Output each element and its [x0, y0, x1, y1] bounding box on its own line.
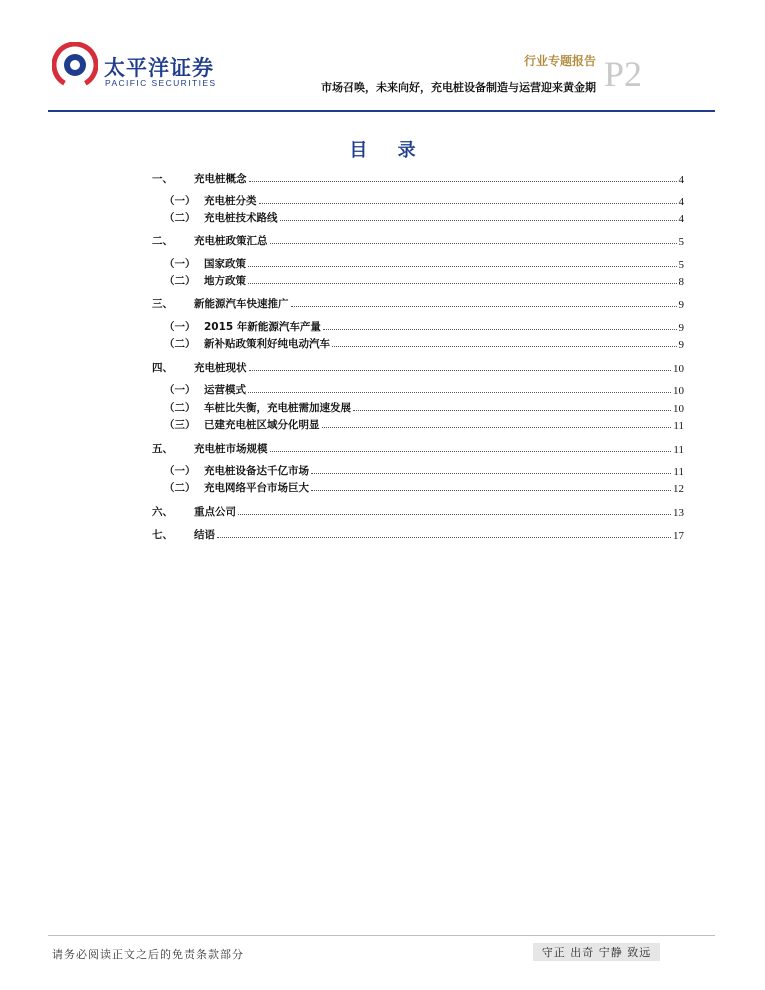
- toc-entry-number: （一）: [164, 321, 196, 333]
- page-label: P2: [604, 54, 643, 94]
- toc-entry[interactable]: [164, 318, 684, 334]
- toc-entry-text: 国家政策: [204, 258, 246, 270]
- toc-entry-number: （一）: [164, 195, 196, 207]
- toc-entry-text: 重点公司: [194, 506, 236, 518]
- toc-dot-leader: [270, 451, 672, 452]
- toc-entry-number: 六、: [152, 506, 173, 518]
- toc-dot-leader: [270, 243, 677, 244]
- toc-entry-text: 充电桩分类: [204, 195, 257, 207]
- toc-entry[interactable]: [152, 526, 684, 542]
- toc-entry-text: 充电桩政策汇总: [194, 235, 268, 247]
- footer-motto: 守正 出奇 宁静 致远: [533, 943, 660, 961]
- toc-entry-number: （二）: [164, 275, 196, 287]
- report-type: 行业专题报告: [523, 54, 596, 68]
- toc-entry[interactable]: [164, 192, 684, 208]
- toc-entry-number: 七、: [152, 529, 173, 541]
- toc-entry[interactable]: [152, 295, 684, 311]
- toc-entry-text: 已建充电桩区域分化明显: [204, 419, 320, 431]
- footer-disclaimer: 请务必阅读正文之后的免责条款部分: [52, 948, 244, 961]
- toc-entry-page: 4: [678, 213, 684, 225]
- toc-entry[interactable]: [152, 170, 684, 186]
- toc-dot-leader: [323, 329, 677, 330]
- toc-entry-number: （一）: [164, 465, 196, 477]
- toc-entry-number: 三、: [152, 298, 173, 310]
- toc-entry-page: 17: [673, 530, 684, 542]
- header-divider: [48, 110, 715, 112]
- report-title: 市场召唤，未来向好，充电桩设备制造与运营迎来黄金期: [321, 81, 596, 94]
- toc-dot-leader: [311, 490, 671, 491]
- footer-divider: [48, 935, 715, 936]
- toc-dot-leader: [217, 537, 671, 538]
- toc-entry-page: 10: [673, 403, 684, 415]
- toc-entry[interactable]: [164, 272, 684, 288]
- toc-entry-text: 结语: [194, 529, 215, 541]
- toc-dot-leader: [259, 203, 677, 204]
- pacific-securities-logo-icon: [52, 42, 98, 88]
- toc-entry[interactable]: [164, 381, 684, 397]
- toc-entry-page: 11: [673, 466, 684, 478]
- toc-entry-text: 充电桩技术路线: [204, 212, 278, 224]
- toc-dot-leader: [311, 473, 671, 474]
- toc-dot-leader: [353, 410, 671, 411]
- toc-entry-page: 13: [673, 507, 684, 519]
- toc-entry[interactable]: [164, 209, 684, 225]
- toc-entry-number: 五、: [152, 443, 173, 455]
- toc-entry-page: 9: [678, 339, 684, 351]
- toc-entry-number: （二）: [164, 338, 196, 350]
- toc-dot-leader: [291, 306, 677, 307]
- toc-title: 目 录: [349, 140, 428, 161]
- toc-entry[interactable]: [152, 503, 684, 519]
- toc-entry[interactable]: [164, 255, 684, 271]
- toc-entry-text: 新能源汽车快速推广: [194, 298, 289, 310]
- toc-entry-page: 4: [678, 196, 684, 208]
- toc-entry-text: 充电桩设备达千亿市场: [204, 465, 309, 477]
- toc-entry[interactable]: [152, 440, 684, 456]
- toc-entry-text: 车桩比失衡，充电桩需加速发展: [204, 402, 351, 414]
- toc-entry-page: 10: [673, 385, 684, 397]
- toc-entry-number: （二）: [164, 482, 196, 494]
- toc-entry-text: 充电网络平台市场巨大: [204, 482, 309, 494]
- toc-entry-page: 9: [678, 299, 684, 311]
- toc-entry-page: 5: [678, 236, 684, 248]
- toc-entry-number: （三）: [164, 419, 196, 431]
- toc-entry-number: 一、: [152, 173, 173, 185]
- toc-dot-leader: [238, 514, 671, 515]
- toc-dot-leader: [280, 220, 677, 221]
- toc-entry-page: 11: [673, 444, 684, 456]
- toc-entry[interactable]: [164, 462, 684, 478]
- toc-entry-page: 4: [678, 174, 684, 186]
- toc-entry[interactable]: [152, 359, 684, 375]
- toc-entry-text: 2015 年新能源汽车产量: [204, 321, 321, 333]
- toc-dot-leader: [248, 392, 671, 393]
- toc-entry-number: 二、: [152, 235, 173, 247]
- toc-entry-text: 充电桩现状: [194, 362, 247, 374]
- toc-dot-leader: [248, 283, 677, 284]
- toc-dot-leader: [249, 181, 677, 182]
- toc-entry-text: 运营模式: [204, 384, 246, 396]
- toc-entry-number: （二）: [164, 212, 196, 224]
- toc-entry-number: （一）: [164, 384, 196, 396]
- toc-entry-text: 充电桩市场规模: [194, 443, 268, 455]
- toc-entry-page: 11: [673, 420, 684, 432]
- logo-company-name: 太平洋证券: [104, 56, 214, 80]
- toc-dot-leader: [248, 266, 677, 267]
- toc-entry[interactable]: [164, 399, 684, 415]
- toc-dot-leader: [249, 370, 672, 371]
- toc-entry-page: 12: [673, 483, 684, 495]
- toc-entry-number: （一）: [164, 258, 196, 270]
- toc-entry-text: 充电桩概念: [194, 173, 247, 185]
- toc-entry-text: 新补贴政策利好纯电动汽车: [204, 338, 330, 350]
- toc-dot-leader: [322, 427, 672, 428]
- toc-entry-text: 地方政策: [204, 275, 246, 287]
- toc-dot-leader: [332, 346, 677, 347]
- toc-entry[interactable]: [164, 416, 684, 432]
- toc-entry-page: 8: [678, 276, 684, 288]
- toc-entry[interactable]: [164, 479, 684, 495]
- logo-company-name-en: PACIFIC SECURITIES: [105, 78, 217, 88]
- toc-entry-page: 10: [673, 363, 684, 375]
- toc-entry[interactable]: [164, 335, 684, 351]
- toc-entry-number: 四、: [152, 362, 173, 374]
- toc-entry[interactable]: [152, 232, 684, 248]
- toc-entry-page: 5: [678, 259, 684, 271]
- toc-entry-page: 9: [678, 322, 684, 334]
- toc-entry-number: （二）: [164, 402, 196, 414]
